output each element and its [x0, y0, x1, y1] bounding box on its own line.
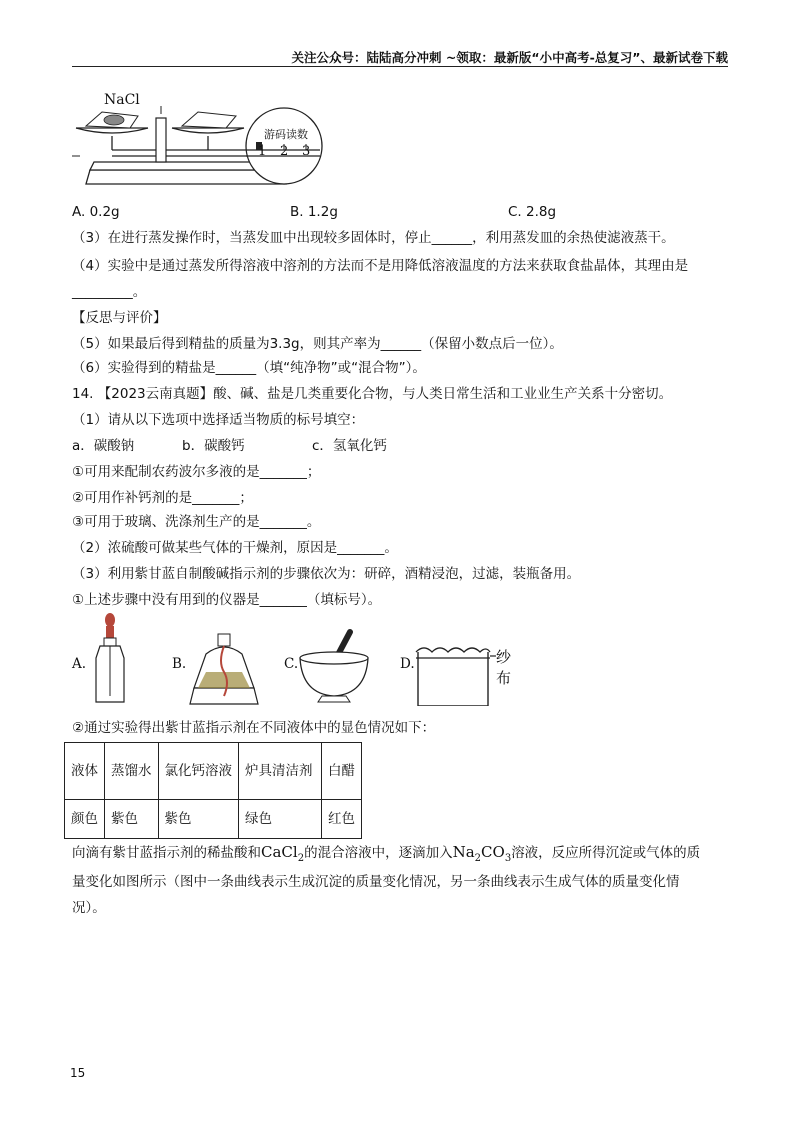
- rider-tick-1: 1: [258, 144, 267, 159]
- table-row: [65, 800, 362, 839]
- na2co3-formula: [452, 843, 512, 864]
- na2co3-co: CO: [481, 843, 505, 861]
- apparatus-label-d: D.: [400, 656, 415, 672]
- nacl-label: NaCl: [104, 92, 140, 108]
- q13-part4-line1: （4）实验中是通过蒸发所得溶液中溶剂的方法而不是用降低溶液温度的方法来获取食盐晶体，其理由是: [72, 258, 689, 274]
- table-cell: 紫色: [105, 800, 159, 839]
- apparatus-label-c: C.: [284, 656, 299, 672]
- q14-q2: ②可用作补钙剂的是_______；: [72, 490, 253, 506]
- mortar-pestle-icon: [294, 610, 374, 706]
- table-cell: 白醋: [322, 743, 362, 800]
- q14-part1: （1）请从以下选项中选择适当物质的标号填空：: [72, 412, 365, 428]
- apparatus-row: [72, 610, 512, 710]
- page-header: 关注公众号：陆陆高分冲刺 ~领取：最新版“小中高考-总复习”、最新试卷下载: [291, 50, 728, 65]
- cacl2-sub: 2: [297, 853, 305, 864]
- rider-label: 游码读数: [264, 128, 308, 141]
- q13-part5: （5）如果最后得到精盐的质量为3.3g，则其产率为______（保留小数点后一位）。: [72, 336, 563, 352]
- q14-final-line3: 况）。: [72, 900, 106, 916]
- table-cell: 炉具清洁剂: [239, 743, 322, 800]
- reflect-heading: 【反思与评价】: [72, 310, 167, 326]
- q14-intro: 14. 【2023云南真题】酸、碱、盐是几类重要化合物，与人类日常生活和工业业生产关系十分密切。: [72, 386, 673, 402]
- choice-b: b．碳酸钙: [182, 438, 245, 454]
- q13-part4-line2: _________。: [72, 284, 147, 300]
- q13-part6: （6）实验得到的精盐是______（填“纯净物”或“混合物”）。: [72, 360, 426, 376]
- q14-part3-q1: ①上述步骤中没有用到的仪器是_______（填标号）。: [72, 592, 382, 608]
- final-text-b: 的混合溶液中，逐滴加入: [304, 845, 453, 861]
- indicator-color-table: [64, 742, 362, 839]
- q13-part3: （3）在进行蒸发操作时，当蒸发皿中出现较多固体时，停止______，利用蒸发皿的余热使滤液蒸干。: [72, 230, 675, 246]
- table-cell: 红色: [322, 800, 362, 839]
- balance-figure: [72, 92, 332, 196]
- table-cell: 紫色: [158, 800, 239, 839]
- na2co3-na: Na: [452, 843, 475, 861]
- q14-final-line2: 量变化如图所示（图中一条曲线表示生成沉淀的质量变化情况，另一条曲线表示生成气体的质量变化情: [72, 874, 680, 890]
- rider-tick-2: 2: [280, 144, 289, 159]
- na2co3-sub2: 3: [504, 853, 512, 864]
- cacl2-formula: [261, 843, 305, 864]
- choice-a: a．碳酸钠: [72, 438, 135, 454]
- table-cell: 绿色: [239, 800, 322, 839]
- apparatus-label-a: A.: [72, 656, 87, 672]
- option-a: A. 0.2g: [72, 204, 120, 220]
- dropper-bottle-icon: [90, 610, 130, 706]
- rider-tick-3: 3: [302, 144, 311, 159]
- beaker-gauze-icon: [412, 610, 496, 706]
- q14-q1: ①可用来配制农药波尔多液的是_______；: [72, 464, 321, 480]
- gauze-label: 纱布: [496, 648, 512, 687]
- q14-part3: （3）利用紫甘蓝自制酸碱指示剂的步骤依次为：研碎，酒精浸泡，过滤，装瓶备用。: [72, 566, 581, 582]
- option-c: C. 2.8g: [508, 204, 557, 220]
- alcohol-lamp-icon: [184, 610, 264, 706]
- cacl2-main: CaCl: [261, 843, 298, 861]
- option-b: B. 1.2g: [290, 204, 338, 220]
- table-row: [65, 743, 362, 800]
- apparatus-label-b: B.: [172, 656, 187, 672]
- q14-part3-q2: ②通过实验得出紫甘蓝指示剂在不同液体中的显色情况如下：: [72, 720, 436, 736]
- choice-c: c．氢氧化钙: [312, 438, 387, 454]
- table-cell: 液体: [65, 743, 105, 800]
- final-text-c: 溶液，反应所得沉淀或气体的质: [511, 845, 701, 861]
- table-cell: 颜色: [65, 800, 105, 839]
- q14-final-line1: [72, 842, 700, 869]
- header-rule: [72, 66, 728, 67]
- q14-q3: ③可用于玻璃、洗涤剂生产的是_______。: [72, 514, 321, 530]
- na2co3-sub1: 2: [474, 853, 482, 864]
- table-cell: 蒸馏水: [105, 743, 159, 800]
- table-cell: 氯化钙溶液: [158, 743, 239, 800]
- page-number: 15: [70, 1066, 86, 1080]
- final-text-a: 向滴有紫甘蓝指示剂的稀盐酸和: [72, 845, 261, 861]
- q14-part2: （2）浓硫酸可做某些气体的干燥剂，原因是_______。: [72, 540, 398, 556]
